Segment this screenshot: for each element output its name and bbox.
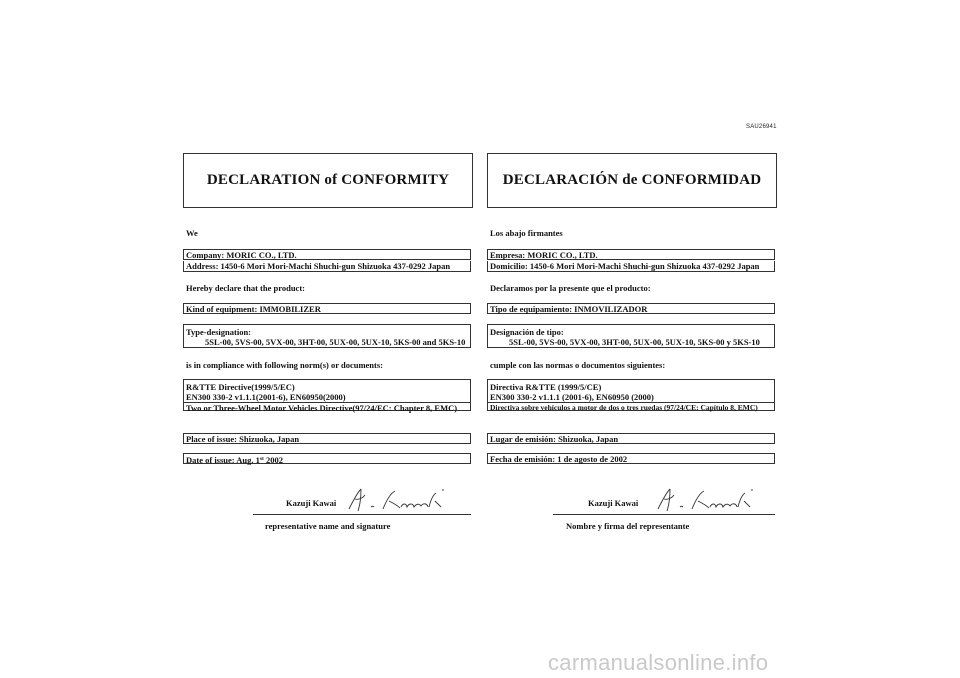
date-superscript: st — [259, 456, 264, 462]
signature-caption: Nombre y firma del representante — [566, 521, 690, 531]
we-label: We — [186, 228, 198, 238]
signer-name: Kazuji Kawai — [286, 498, 337, 508]
signature-line — [253, 514, 471, 515]
signature-image — [343, 485, 453, 515]
type-label: Designación de tipo: — [490, 327, 564, 337]
we-label: Los abajo firmantes — [490, 228, 563, 238]
document-code: SAU26941 — [746, 124, 777, 130]
company-field: Empresa: MORIC CO., LTD. — [487, 249, 775, 260]
type-value: 5SL-00, 5VS-00, 5VX-00, 3HT-00, 5UX-00, 5UX-10, 5KS-00 y 5KS-10 — [509, 337, 760, 347]
norm-1: R&TTE Directive(1999/5/EC) — [186, 382, 295, 392]
hereby-label: Declaramos por la presente que el producto: — [490, 283, 651, 293]
norm-1: Directiva R&TTE (1999/5/CE) — [490, 382, 602, 392]
page-title: DECLARACIÓN de CONFORMIDAD — [502, 172, 762, 188]
norm-3: Two or Three-Wheel Motor Vehicles Directive(97/24/EC: Chapter 8, EMC) — [184, 402, 470, 413]
norm-2: EN300 330-2 v1.1.1 (2001-6), EN60950 (2000) — [490, 392, 654, 402]
norm-3: Directiva sobre vehículos a motor de dos o tres ruedas (97/24/CE: Capítulo 8, EMC) — [488, 402, 774, 413]
equipment-field: Kind of equipment: IMMOBILIZER — [183, 303, 471, 314]
place-of-issue-field: Lugar de emisión: Shizuoka, Japan — [487, 433, 775, 444]
title-box — [183, 153, 473, 208]
type-value: 5SL-00, 5VS-00, 5VX-00, 3HT-00, 5UX-00, 5UX-10, 5KS-00 and 5KS-10 — [205, 337, 466, 347]
company-field: Company: MORIC CO., LTD. — [183, 249, 471, 260]
title-box — [487, 153, 777, 208]
norms-box — [183, 379, 471, 411]
address-field: Domicilio: 1450-6 Mori Mori-Machi Shuchi-gun Shizuoka 437-0292 Japan — [487, 261, 775, 272]
signer-name: Kazuji Kawai — [588, 498, 639, 508]
type-designation-box — [487, 324, 775, 348]
address-field: Address: 1450-6 Mori Mori-Machi Shuchi-gun Shizuoka 437-0292 Japan — [183, 261, 471, 272]
hereby-label: Hereby declare that the product: — [186, 283, 305, 293]
norm-2: EN300 330-2 v1.1.1(2001-6), EN60950(2000) — [186, 392, 346, 402]
equipment-field: Tipo de equipamiento: INMOVILIZADOR — [487, 303, 775, 314]
signature-image — [652, 485, 762, 515]
signature-line — [553, 514, 775, 515]
date-of-issue-field: Fecha de emisión: 1 de agosto de 2002 — [487, 453, 775, 464]
date-prefix: Date of issue: Aug. 1 — [186, 455, 260, 465]
type-label: Type-designation: — [186, 327, 252, 337]
signature-caption: representative name and signature — [265, 521, 391, 531]
type-designation-box — [183, 324, 471, 348]
watermark: carmanualsonline.info — [548, 650, 769, 675]
page-title: DECLARATION of CONFORMITY — [206, 172, 450, 188]
date-of-issue-field — [183, 453, 471, 464]
date-suffix: 2002 — [263, 455, 284, 465]
place-of-issue-field: Place of issue: Shizuoka, Japan — [183, 433, 471, 444]
norms-box — [487, 379, 775, 411]
compliance-label: is in compliance with following norm(s) or documents: — [186, 360, 383, 370]
compliance-label: cumple con las normas o documentos siguientes: — [490, 360, 666, 370]
